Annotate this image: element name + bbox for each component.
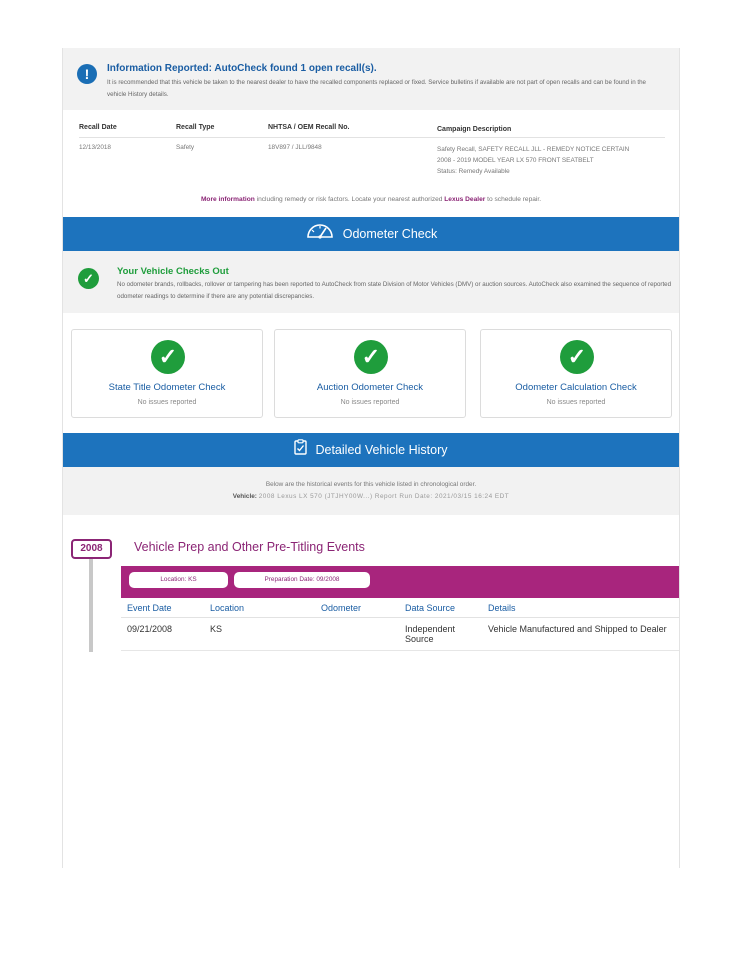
year-badge: 2008	[71, 539, 112, 559]
exclamation-icon: !	[77, 64, 97, 84]
card-status: No issues reported	[137, 399, 197, 406]
col-data-source: Data Source	[405, 603, 456, 613]
lexus-dealer-link[interactable]: Lexus Dealer	[444, 196, 486, 203]
col-recall-type: Recall Type	[176, 124, 215, 131]
vehicle-value: 2008 Lexus LX 570 (JTJHY00W...) Report Run Date: 2021/03/15 16:24 EDT	[258, 493, 510, 500]
checks-out-body: No odometer brands, rollbacks, rollover or tampering has been reported to AutoCheck from state Division of Motor Vehicles (DMV) or auction sources. AutoCheck also examined the sequence of reported odometer readings to determine if there are any potential discrepancies.	[117, 281, 672, 300]
history-intro-text: Below are the historical events for this vehicle listed in chronological order.	[265, 481, 477, 488]
event-table-header	[121, 598, 679, 618]
card-title: Odometer Calculation Check	[515, 382, 637, 393]
checkmark-icon: ✓	[560, 340, 594, 374]
history-event	[121, 527, 679, 651]
vehicle-label: Vehicle:	[232, 493, 257, 500]
campaign-description-line2: 2008 - 2019 MODEL YEAR LX 570 FRONT SEATBELT	[437, 157, 594, 164]
recall-alert-body: It is recommended that this vehicle be taken to the nearest dealer to have the recalled components replaced or fixed. Service bulletins if available are not part of open recalls and can be found in the vehicle History details.	[107, 79, 646, 98]
recall-date: 12/13/2018	[79, 144, 111, 151]
checks-out-title: Your Vehicle Checks Out	[117, 266, 229, 277]
col-details: Details	[488, 603, 516, 613]
history-intro	[63, 467, 679, 515]
col-recall-number: NHTSA / OEM Recall No.	[268, 124, 350, 131]
card-title: State Title Odometer Check	[108, 382, 226, 393]
clipboard-icon	[294, 434, 307, 468]
auction-odometer-card	[274, 329, 466, 418]
checkmark-icon: ✓	[354, 340, 388, 374]
odometer-check-title: Odometer Check	[342, 227, 438, 241]
card-status: No issues reported	[340, 399, 400, 406]
checkmark-icon: ✓	[151, 340, 185, 374]
more-info-end: to schedule repair.	[485, 196, 542, 203]
more-info-text: including remedy or risk factors. Locate your nearest authorized	[254, 196, 445, 203]
card-status: No issues reported	[546, 399, 606, 406]
detailed-history-header	[63, 433, 679, 467]
more-information-link[interactable]: More information	[200, 196, 255, 203]
col-location: Location	[210, 603, 245, 613]
speedometer-icon	[305, 218, 335, 252]
campaign-description-line1: Safety Recall, SAFETY RECALL JLL - REMEDY NOTICE CERTAIN	[437, 146, 630, 153]
recall-alert-title: Information Reported: AutoCheck found 1 open recall(s).	[107, 63, 377, 74]
timeline-line	[89, 559, 93, 652]
recall-alert	[63, 48, 679, 110]
col-campaign-description: Campaign Description	[437, 126, 512, 133]
event-date: 09/21/2008	[127, 624, 173, 634]
card-title: Auction Odometer Check	[316, 382, 424, 393]
event-summary-bar	[121, 566, 679, 598]
vehicle-checks-out	[63, 251, 679, 313]
state-title-odometer-card	[71, 329, 263, 418]
event-details: Vehicle Manufactured and Shipped to Dealer	[488, 624, 667, 634]
checkmark-icon: ✓	[78, 268, 99, 289]
recall-number: 18V897 / JLL/9848	[268, 144, 322, 151]
location-pill: Location: KS	[129, 572, 228, 588]
recall-status: Status: Remedy Available	[437, 168, 510, 175]
event-location: KS	[210, 624, 223, 634]
more-info-line	[63, 196, 679, 203]
report-page	[62, 48, 680, 868]
event-data-source: Independent Source	[405, 624, 456, 644]
odometer-calculation-card	[480, 329, 672, 418]
recall-type: Safety	[176, 144, 195, 151]
campaign-description	[437, 144, 669, 177]
col-odometer: Odometer	[321, 603, 362, 613]
odometer-check-header	[63, 217, 679, 251]
col-recall-date: Recall Date	[79, 124, 117, 131]
vehicle-line	[63, 493, 679, 500]
detailed-history-title: Detailed Vehicle History	[315, 443, 448, 457]
recall-table-header	[79, 124, 665, 138]
table-row	[121, 618, 679, 651]
col-event-date: Event Date	[127, 603, 172, 613]
event-title: Vehicle Prep and Other Pre-Titling Events	[134, 540, 365, 554]
preparation-date-pill: Preparation Date: 09/2008	[234, 572, 370, 588]
